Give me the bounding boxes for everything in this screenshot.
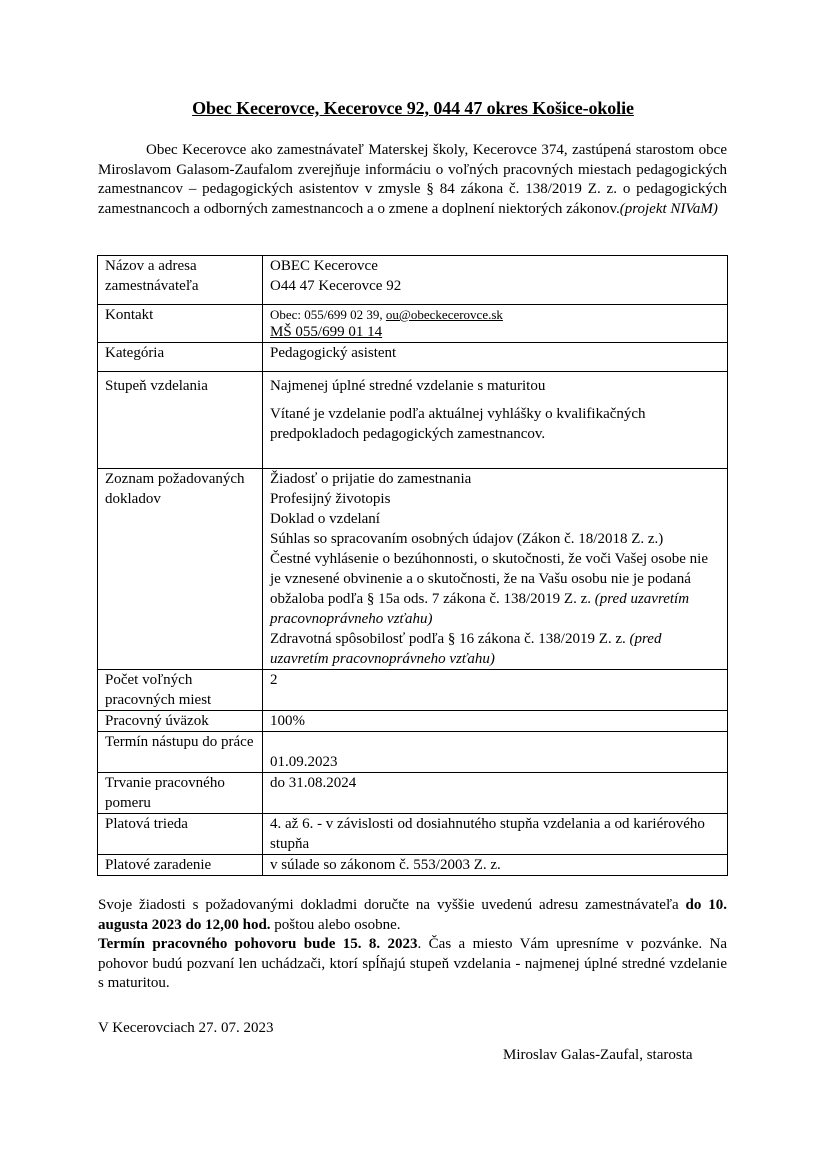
health-note: (pred uzavretím pracovnoprávneho vzťahu) [270,631,662,667]
declaration-text: Čestné vyhlásenie o bezúhonnosti, o skutočnosti, že voči Vašej osobe nie je vznesené obvinenie a o skutočnosti, že na Vašu osobu nie je podaná obžaloba podľa § 15a ods. 7 zákona č. 138/2019 Z. z. [270,551,708,607]
intro-text: Obec Kecerovce ako zamestnávateľ Materskej školy, Kecerovce 374, zastúpená starostom obce Miroslavom Galasom-Zaufalom zverejňuje informáciu o voľných pracovných miestach pedagogických zamestnancov – pedagogických asistentov v zmysle § 84 zákona č. 138/2019 Z. z. o pedagogických zamestnancoch a odborných zamestnancoch a o zmene a doplnení niektorých zákonov. [98,142,727,217]
employer-name: OBEC Kecerovce [270,258,378,274]
education-note: Vítané je vzdelanie podľa aktuálnej vyhlášky o kvalifikačných predpokladoch pedagogických zamestnancov. [270,406,646,442]
row-label: Pracovný úväzok [98,711,263,732]
row-value [263,469,728,670]
document-item: Profesijný životopis [270,491,391,507]
job-info-table [97,255,728,876]
row-value [263,372,728,469]
document-item [270,549,720,629]
intro-paragraph [98,141,727,219]
row-value: 2 [263,670,728,711]
row-label: Stupeň vzdelania [98,372,263,469]
row-value: v súlade so zákonom č. 553/2003 Z. z. [263,855,728,876]
intro-project: (projekt NIVaM) [619,200,718,217]
closing-paragraph [98,896,727,994]
document-item: Doklad o vzdelaní [270,511,380,527]
row-label: Platová trieda [98,814,263,855]
row-value: 01.09.2023 [263,732,728,773]
row-label: Kategória [98,343,263,372]
row-value: do 31.08.2024 [263,773,728,814]
email-link[interactable]: ou@obeckecerovce.sk [385,307,503,322]
table-row [98,372,728,469]
signature: Miroslav Galas-Zaufal, starosta [503,1047,693,1063]
row-label: Trvanie pracovného pomeru [98,773,263,814]
row-label: Počet voľných pracovných miest [98,670,263,711]
place-date: V Kecerovciach 27. 07. 2023 [98,1020,274,1036]
health-text: Zdravotná spôsobilosť podľa § 16 zákona č. 138/2019 Z. z. [270,631,630,647]
row-value [263,305,728,343]
table-row [98,670,728,711]
table-row [98,773,728,814]
table-row [98,256,728,305]
education-level: Najmenej úplné stredné vzdelanie s maturitou [270,378,546,394]
table-row [98,469,728,670]
submission-method: poštou alebo osobne. [270,916,401,933]
submission-deadline: do 10. augusta 2023 do 12,00 hod. [98,897,728,933]
declaration-note: (pred uzavretím pracovnoprávneho vzťahu) [270,591,690,627]
document-item [270,629,720,669]
table-row [98,343,728,372]
contact-phone: Obec: 055/699 02 39, [270,307,386,322]
submission-text: Svoje žiadosti s požadovanými dokladmi doručte na vyššie uvedenú adresu zamestnávateľa [98,897,686,913]
table-row [98,814,728,855]
interview-date: Termín pracovného pohovoru bude 15. 8. 2023 [98,936,418,952]
document-title: Obec Kecerovce, Kecerovce 92, 044 47 okres Košice-okolie [192,98,634,118]
row-label: Platové zaradenie [98,855,263,876]
row-value: Pedagogický asistent [263,343,728,372]
row-label: Zoznam požadovaných dokladov [98,469,263,670]
employer-address: O44 47 Kecerovce 92 [270,278,402,294]
interview-text: . Čas a miesto Vám upresníme v pozvánke. Na pohovor budú pozvaní len uchádzači, ktorí spĺňajú stupeň vzdelania - najmenej úplné stredné vzdelanie s maturitou. [98,936,727,991]
document-item: Súhlas so spracovaním osobných údajov (Zákon č. 18/2018 Z. z.) [270,531,664,547]
table-row [98,305,728,343]
row-value [263,256,728,305]
table-row [98,732,728,773]
row-label: Termín nástupu do práce [98,732,263,773]
row-value: 4. až 6. - v závislosti od dosiahnutého stupňa vzdelania a od kariérového stupňa [263,814,728,855]
row-label: Kontakt [98,305,263,343]
document-item: Žiadosť o prijatie do zamestnania [270,471,472,487]
row-value: 100% [263,711,728,732]
row-label: Názov a adresa zamestnávateľa [98,256,263,305]
ms-phone: MŠ 055/699 01 14 [270,324,383,340]
table-row [98,711,728,732]
table-row [98,855,728,876]
